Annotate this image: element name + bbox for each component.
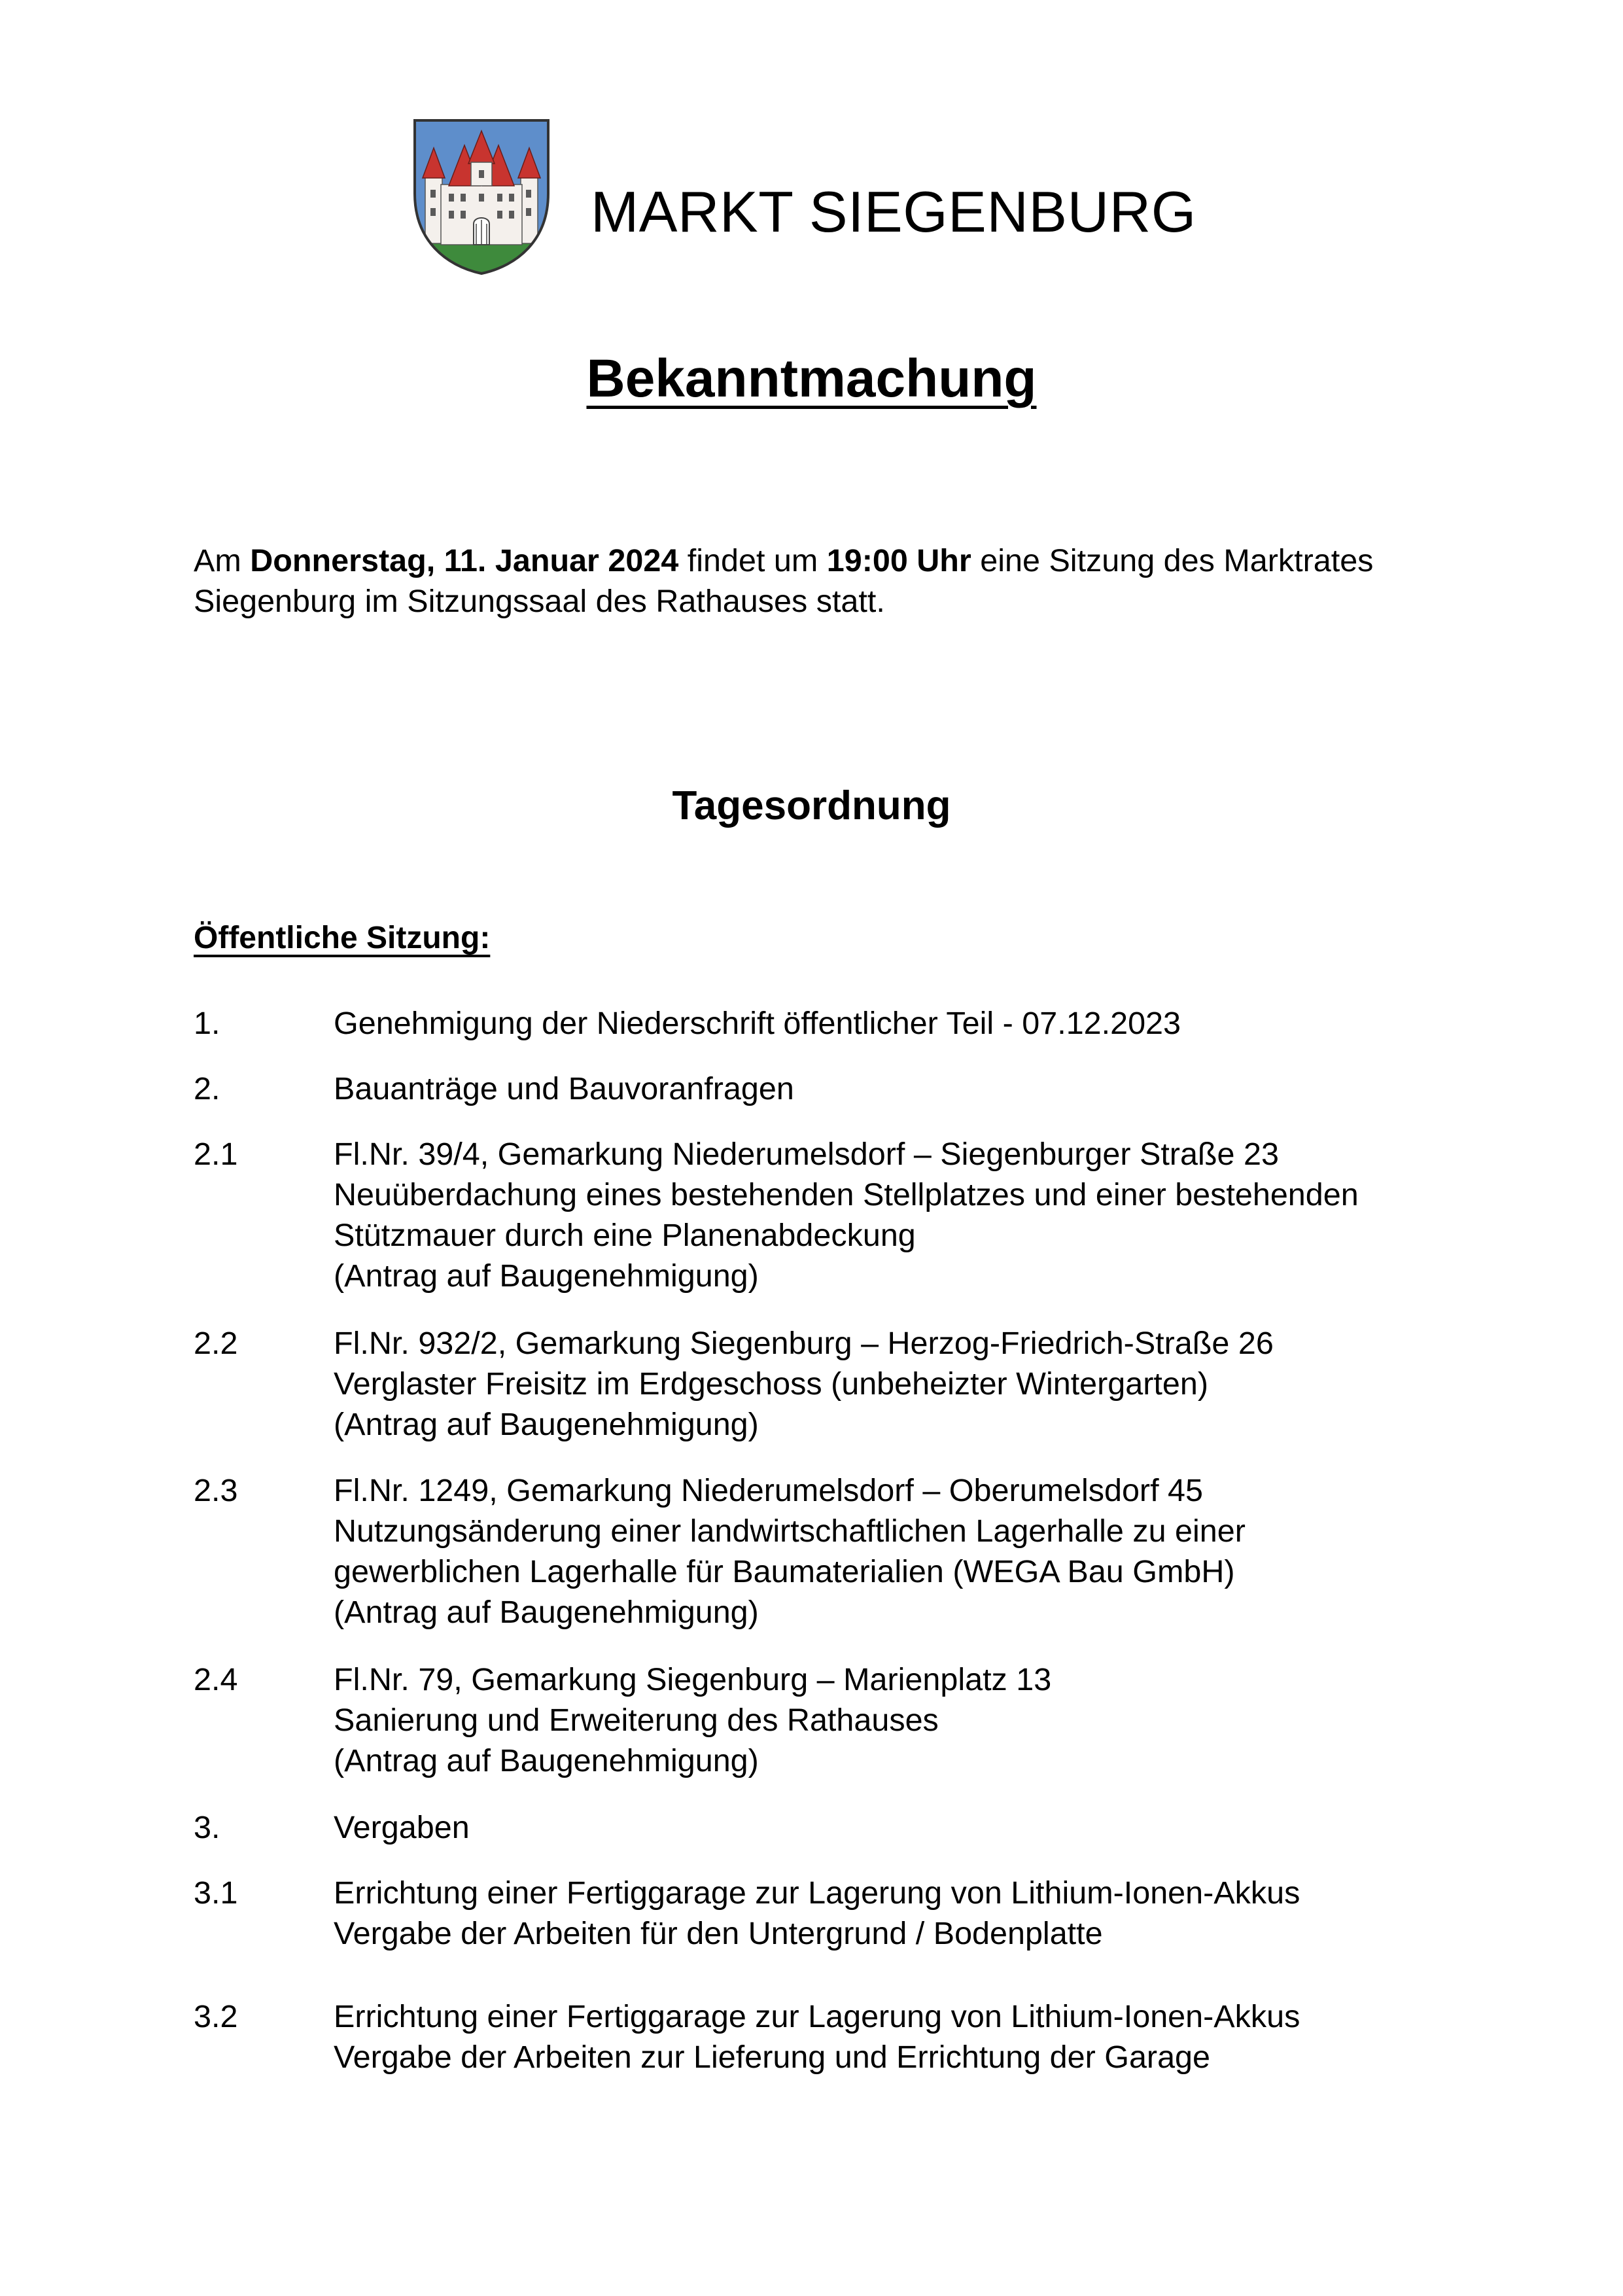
agenda-item-text bbox=[334, 1323, 1485, 1445]
agenda-item-line: (Antrag auf Baugenehmigung) bbox=[334, 1407, 759, 1442]
coat-of-arms-icon bbox=[411, 116, 552, 276]
agenda-item-text bbox=[334, 1069, 1485, 1109]
agenda-item-line: Verglaster Freisitz im Erdgeschoss (unbeheizter Wintergarten) bbox=[334, 1366, 1208, 1402]
agenda-item-number: 3. bbox=[194, 1810, 220, 1845]
document-title-text: Bekanntmachung bbox=[586, 349, 1037, 408]
town-name: MARKT SIEGENBURG bbox=[591, 179, 1196, 244]
intro-line-1 bbox=[194, 540, 1476, 581]
agenda-item-number: 3.2 bbox=[194, 1999, 238, 2034]
agenda-item-line: Sanierung und Erweiterung des Rathauses bbox=[334, 1703, 939, 1738]
agenda-item-number: 2.1 bbox=[194, 1137, 238, 1172]
document-title bbox=[0, 349, 1623, 408]
agenda-item-line: (Antrag auf Baugenehmigung) bbox=[334, 1595, 759, 1630]
agenda-item-line: Stützmauer durch eine Planenabdeckung bbox=[334, 1218, 916, 1253]
agenda-item-line: Genehmigung der Niederschrift öffentlicher Teil - 07.12.2023 bbox=[334, 1006, 1181, 1041]
agenda-item-text bbox=[334, 1659, 1485, 1781]
agenda-item-line: Vergabe der Arbeiten für den Untergrund / Bodenplatte bbox=[334, 1916, 1103, 1951]
agenda-item-line: Errichtung einer Fertiggarage zur Lagerung von Lithium-Ionen-Akkus bbox=[334, 1999, 1300, 2034]
meeting-date: Donnerstag, 11. Januar 2024 bbox=[250, 543, 679, 578]
agenda-item-number: 2. bbox=[194, 1071, 220, 1106]
intro-text-3: eine Sitzung des Marktrates bbox=[971, 543, 1374, 578]
agenda-title: Tagesordnung bbox=[672, 783, 951, 828]
intro-text-2: findet um bbox=[678, 543, 827, 578]
agenda-item-line: (Antrag auf Baugenehmigung) bbox=[334, 1743, 759, 1778]
agenda-item-line: Nutzungsänderung einer landwirtschaftlichen Lagerhalle zu einer bbox=[334, 1513, 1246, 1549]
agenda-item-text bbox=[334, 1996, 1485, 2077]
agenda-item-number: 2.3 bbox=[194, 1473, 238, 1508]
agenda-item-line: Fl.Nr. 79, Gemarkung Siegenburg – Marienplatz 13 bbox=[334, 1662, 1052, 1697]
agenda-item-text bbox=[334, 1807, 1485, 1848]
section-title: Öffentliche Sitzung: bbox=[194, 921, 491, 955]
agenda-item-line: Fl.Nr. 39/4, Gemarkung Niederumelsdorf – Siegenburger Straße 23 bbox=[334, 1137, 1279, 1172]
agenda-item-text bbox=[334, 1003, 1485, 1044]
agenda-item-text bbox=[334, 1134, 1485, 1296]
agenda-item-number: 2.2 bbox=[194, 1326, 238, 1361]
agenda-item-number: 2.4 bbox=[194, 1662, 238, 1697]
agenda-item-line: gewerblichen Lagerhalle für Baumaterialien (WEGA Bau GmbH) bbox=[334, 1554, 1235, 1589]
agenda-item-line: Errichtung einer Fertiggarage zur Lagerung von Lithium-Ionen-Akkus bbox=[334, 1875, 1300, 1911]
intro-text-1: Am bbox=[194, 543, 251, 578]
intro-paragraph bbox=[194, 540, 1476, 622]
agenda-item-line: Bauanträge und Bauvoranfragen bbox=[334, 1071, 794, 1106]
agenda-item-number: 3.1 bbox=[194, 1875, 238, 1911]
agenda-item-text bbox=[334, 1470, 1485, 1633]
agenda-item-number: 1. bbox=[194, 1006, 220, 1041]
agenda-item-line: Fl.Nr. 1249, Gemarkung Niederumelsdorf – Oberumelsdorf 45 bbox=[334, 1473, 1203, 1508]
agenda-item-line: (Antrag auf Baugenehmigung) bbox=[334, 1258, 759, 1294]
agenda-item-line: Neuüberdachung eines bestehenden Stellplatzes und einer bestehenden bbox=[334, 1177, 1359, 1212]
intro-line-2: Siegenburg im Sitzungssaal des Rathauses statt. bbox=[194, 584, 885, 619]
meeting-time: 19:00 Uhr bbox=[826, 543, 971, 578]
agenda-item-line: Vergaben bbox=[334, 1810, 470, 1845]
agenda-item-line: Vergabe der Arbeiten zur Lieferung und Errichtung der Garage bbox=[334, 2040, 1211, 2075]
agenda-item-line: Fl.Nr. 932/2, Gemarkung Siegenburg – Herzog-Friedrich-Straße 26 bbox=[334, 1326, 1274, 1361]
agenda-item-text bbox=[334, 1873, 1485, 1954]
